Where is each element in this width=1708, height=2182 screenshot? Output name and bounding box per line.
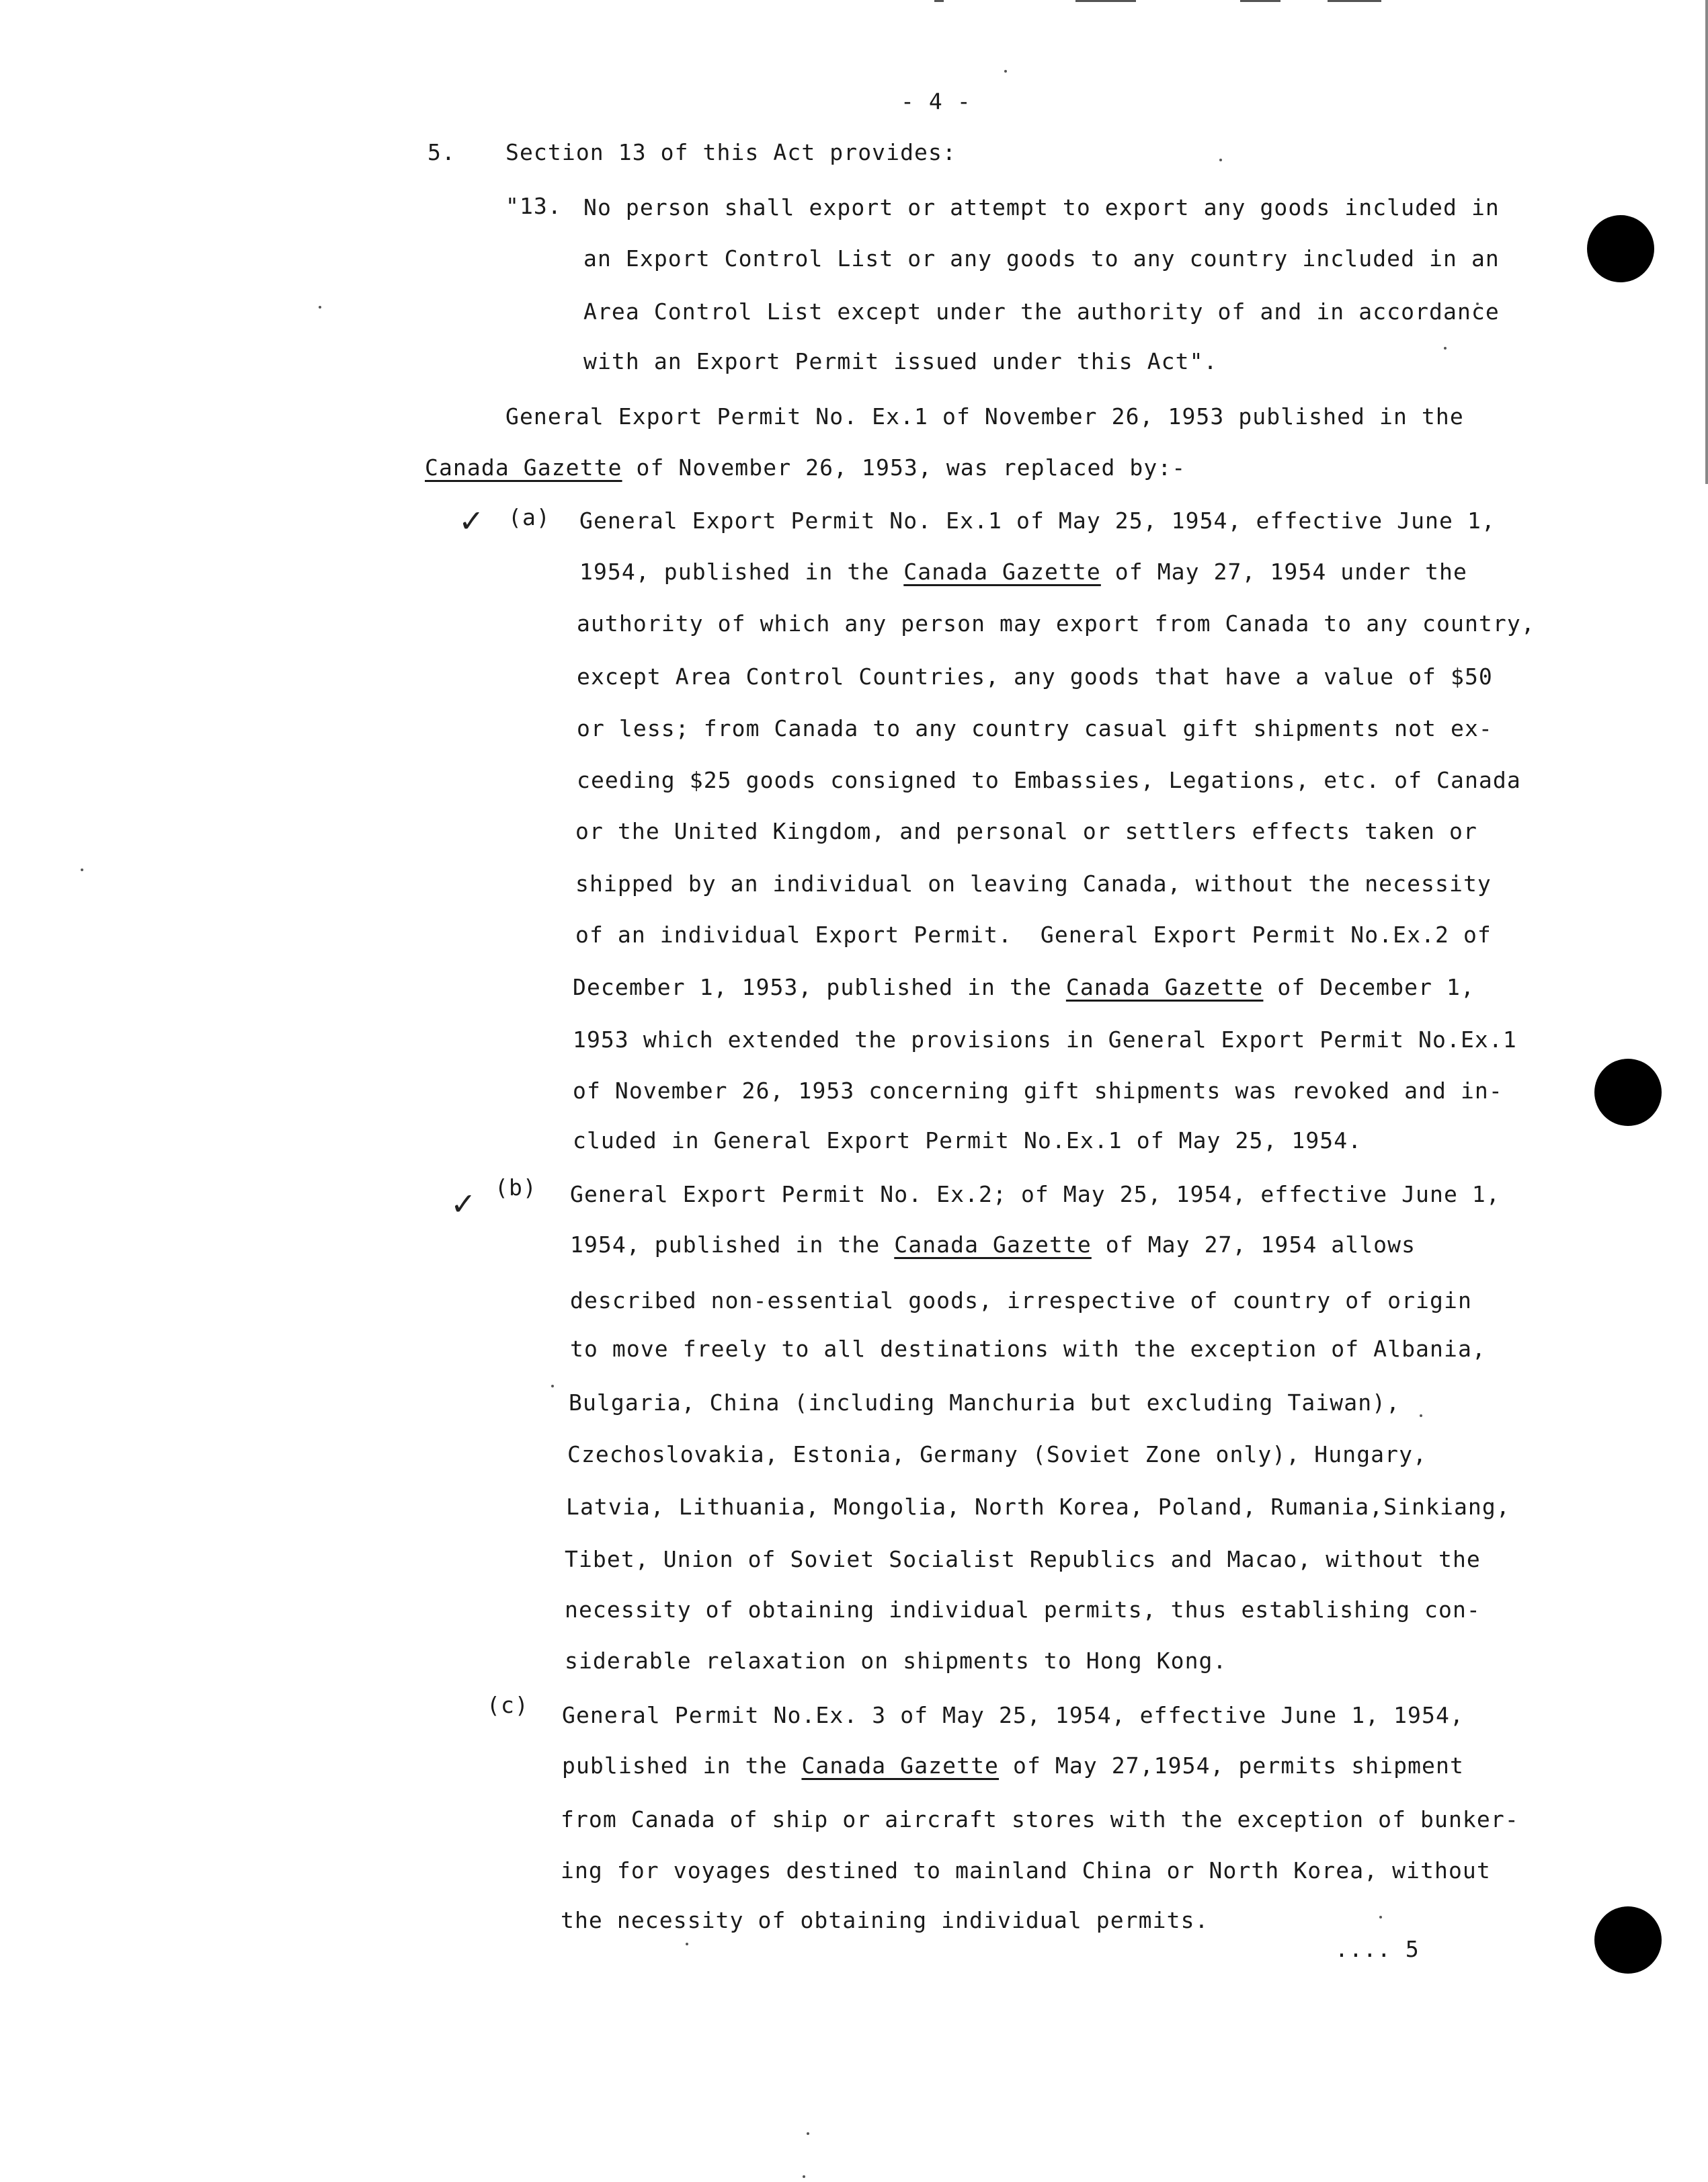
item-a-line: except Area Control Countries, any goods that have a value of $50 <box>577 663 1493 690</box>
gazette-title: Canada Gazette <box>425 454 622 481</box>
item-b-line <box>570 1231 1416 1258</box>
speck <box>319 306 321 309</box>
item-c-line: from Canada of ship or aircraft stores with the exception of bunker- <box>561 1806 1519 1832</box>
gazette-title: Canada Gazette <box>1065 974 1264 1000</box>
item-b-line: Bulgaria, China (including Manchuria but excluding Taiwan), <box>569 1389 1401 1416</box>
speck <box>1379 1916 1382 1918</box>
item-c-line <box>562 1754 1464 1777</box>
section-heading: Section 13 of this Act provides: <box>505 139 957 165</box>
quote-line: an Export Control List or any goods to any country included in an <box>583 245 1500 272</box>
item-b-text: of May 27, 1954 allows <box>1091 1231 1416 1258</box>
item-a-line <box>573 976 1475 998</box>
item-c-text: published in the <box>562 1752 802 1779</box>
item-label: (c) <box>487 1692 529 1718</box>
top-edge-mark <box>1075 0 1136 2</box>
item-b-line: described non-essential goods, irrespective of country of origin <box>570 1287 1472 1314</box>
item-a-line: 1953 which extended the provisions in General Export Permit No.Ex.1 <box>573 1026 1517 1053</box>
item-a-line: of an individual Export Permit. General Export Permit No.Ex.2 of <box>575 922 1492 948</box>
top-edge-mark <box>1240 0 1280 2</box>
quote-line: with an Export Permit issued under this Act". <box>583 348 1218 374</box>
item-a-text: of December 1, <box>1263 974 1475 1000</box>
item-a-line: or the United Kingdom, and personal or settlers effects taken or <box>575 818 1477 844</box>
section-number: 5. <box>428 139 456 165</box>
intro-text: of November 26, 1953, was replaced by:- <box>622 454 1186 481</box>
top-edge-mark <box>934 0 944 2</box>
item-b-text: 1954, published in the <box>570 1231 895 1258</box>
speck <box>81 868 83 871</box>
item-label: (a) <box>508 504 551 530</box>
quote-number: "13. <box>505 193 562 219</box>
item-a-line: ceeding $25 goods consigned to Embassies, Legations, etc. of Canada <box>577 767 1521 793</box>
binder-hole <box>1587 215 1654 282</box>
item-b-line: Czechoslovakia, Estonia, Germany (Soviet Zone only), Hungary, <box>567 1441 1428 1467</box>
item-c-line: General Permit No.Ex. 3 of May 25, 1954, effective June 1, 1954, <box>562 1702 1464 1728</box>
binder-hole <box>1594 1906 1662 1974</box>
item-b-line: to move freely to all destinations with the exception of Albania, <box>570 1336 1486 1362</box>
speck <box>686 1943 688 1945</box>
speck <box>1444 347 1447 350</box>
item-a-text: of May 27, 1954 under the <box>1100 559 1467 585</box>
page-number: - 4 - <box>901 88 971 114</box>
item-b-line: necessity of obtaining individual permits, thus establishing con- <box>565 1597 1481 1623</box>
item-c-line: ing for voyages destined to mainland China or North Korea, without <box>561 1857 1491 1884</box>
item-a-line: or less; from Canada to any country casual gift shipments not ex- <box>577 715 1493 741</box>
continuation-marker: .... 5 <box>1335 1936 1420 1962</box>
intro-line <box>425 456 1186 479</box>
item-a-text: December 1, 1953, published in the <box>573 974 1066 1000</box>
item-a-line: cluded in General Export Permit No.Ex.1 of May 25, 1954. <box>573 1127 1363 1154</box>
intro-line: General Export Permit No. Ex.1 of November 26, 1953 published in the <box>505 403 1464 430</box>
item-a-line: authority of which any person may export from Canada to any country, <box>577 610 1535 637</box>
speck <box>551 1385 554 1387</box>
item-a-line: General Export Permit No. Ex.1 of May 25, 1954, effective June 1, <box>579 508 1496 534</box>
quote-line: Area Control List except under the authority of and in accordance <box>583 298 1500 325</box>
item-b-line: General Export Permit No. Ex.2; of May 25, 1954, effective June 1, <box>570 1181 1500 1207</box>
speck <box>803 2175 805 2178</box>
binder-hole <box>1594 1059 1662 1126</box>
gazette-title: Canada Gazette <box>894 1231 1092 1258</box>
item-a-line: shipped by an individual on leaving Canada, without the necessity <box>575 871 1492 897</box>
check-mark-icon: ✓ <box>450 1186 477 1222</box>
gazette-title: Canada Gazette <box>801 1752 1000 1779</box>
page-edge-shadow <box>1705 0 1708 484</box>
item-a-line: of November 26, 1953 concerning gift shipments was revoked and in- <box>573 1078 1503 1104</box>
item-b-line: Tibet, Union of Soviet Socialist Republics and Macao, without the <box>565 1546 1481 1572</box>
speck <box>807 2132 809 2135</box>
item-c-text: of May 27,1954, permits shipment <box>999 1752 1464 1779</box>
speck <box>1219 159 1222 161</box>
item-a-line <box>579 561 1467 583</box>
item-label: (b) <box>495 1174 537 1201</box>
speck <box>1420 1414 1422 1417</box>
item-c-line: the necessity of obtaining individual permits. <box>561 1907 1209 1933</box>
speck <box>1004 70 1007 73</box>
item-b-line: Latvia, Lithuania, Mongolia, North Korea, Poland, Rumania,Sinkiang, <box>566 1494 1510 1520</box>
gazette-title: Canada Gazette <box>903 559 1101 585</box>
item-a-text: 1954, published in the <box>579 559 904 585</box>
item-b-line: siderable relaxation on shipments to Hong Kong. <box>565 1648 1227 1674</box>
quote-line: No person shall export or attempt to export any goods included in <box>583 194 1500 220</box>
top-edge-mark <box>1328 0 1381 2</box>
check-mark-icon: ✓ <box>458 503 485 539</box>
